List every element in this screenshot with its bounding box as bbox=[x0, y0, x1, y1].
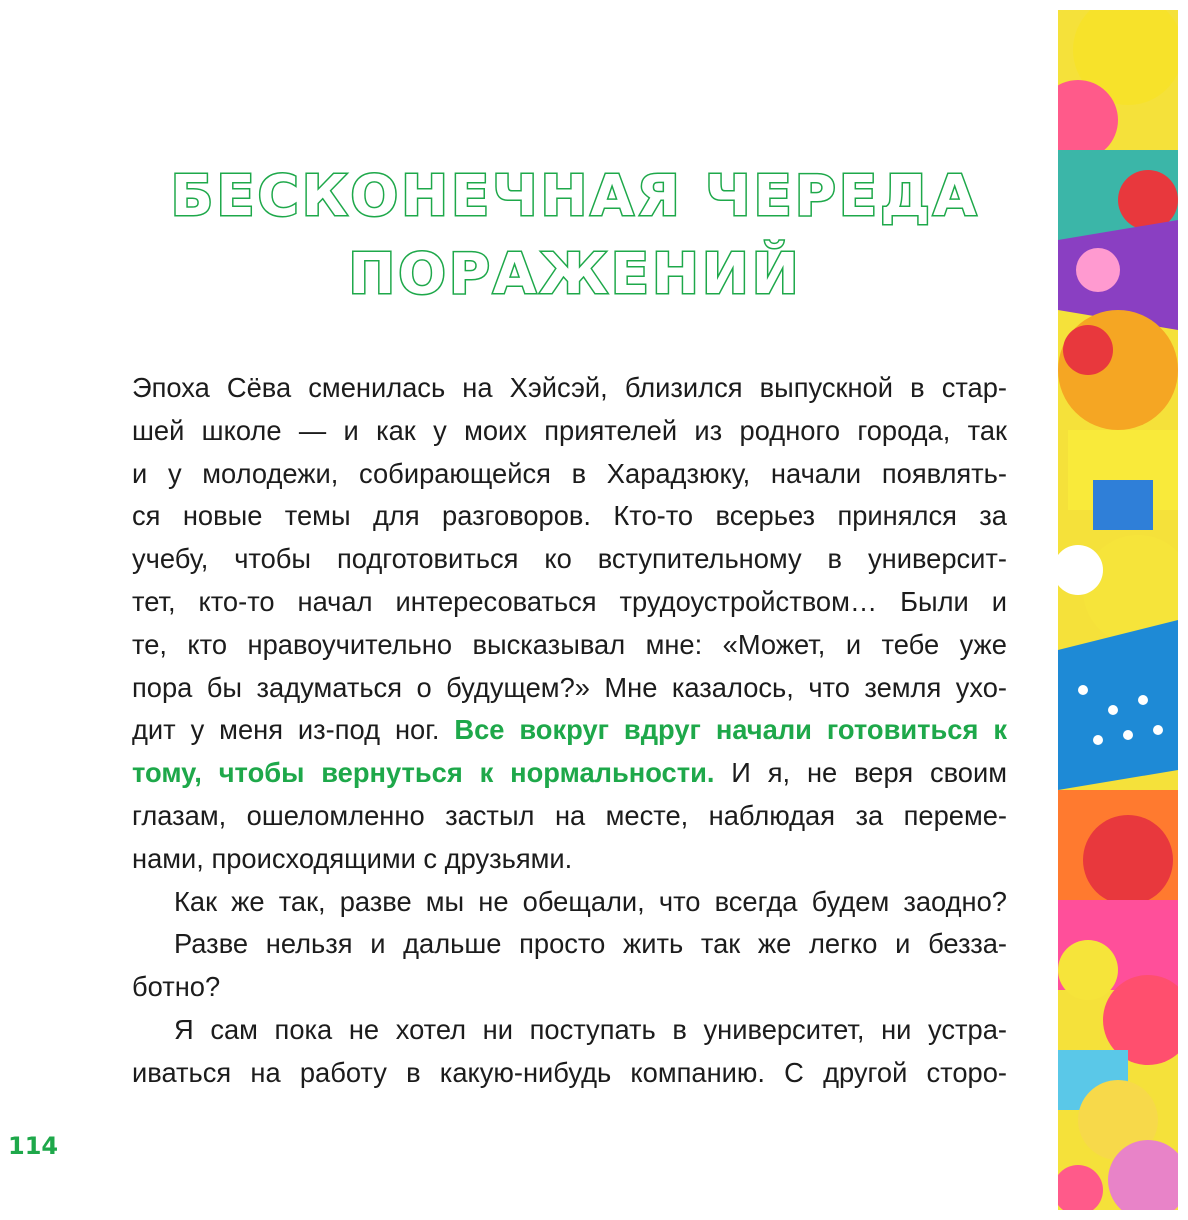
text-fragment: И я, не веря своим bbox=[714, 757, 1007, 789]
text-line: ся новые темы для разговоров. Кто-то всерьез принялся за bbox=[132, 500, 1007, 532]
text-line: Разве нельзя и дальше просто жить так же легко и безза- bbox=[174, 928, 1007, 960]
highlighted-text: тому, чтобы вернуться к нормальности. bbox=[132, 757, 715, 789]
text-line: Эпоха Сёва сменилась на Хэйсэй, близился выпускной в стар- bbox=[132, 372, 1007, 403]
text-line: шей школе — и как у моих приятелей из родного города, так bbox=[132, 414, 1007, 446]
text-line: нами, происходящими с друзьями. bbox=[132, 842, 573, 874]
text-line: ботно? bbox=[132, 971, 221, 1003]
text-line: иваться на работу в какую-нибудь компанию. С другой сторо- bbox=[132, 1056, 1007, 1088]
body-text bbox=[132, 367, 1007, 1095]
text-line: тет, кто-то начал интересоваться трудоустройством… Были и bbox=[132, 585, 1007, 617]
text-line bbox=[132, 709, 1007, 752]
text-line: Я сам пока не хотел ни поступать в университет, ни устра- bbox=[174, 1013, 1007, 1045]
text-line bbox=[132, 752, 1007, 795]
text-line: глазам, ошеломленно застыл на месте, наблюдая за переме- bbox=[132, 799, 1007, 831]
chapter-title-line-1: БЕСКОНЕЧНАЯ ЧЕРЕДА bbox=[170, 164, 980, 229]
text-line: и у молодежи, собирающейся в Харадзюку, начали появлять- bbox=[132, 457, 1007, 489]
chapter-title bbox=[110, 158, 1040, 314]
text-line: те, кто нравоучительно высказывал мне: «Может, и тебе уже bbox=[132, 628, 1007, 660]
colorful-toys-image bbox=[1058, 10, 1178, 1210]
text-fragment: дит у меня из-под ног. bbox=[132, 714, 455, 746]
text-line: пора бы задуматься о будущем?» Мне казалось, что земля ухо- bbox=[132, 671, 1007, 703]
page-number: 114 bbox=[8, 1132, 59, 1160]
text-line: учебу, чтобы подготовиться ко вступительному в университ- bbox=[132, 543, 1007, 575]
text-line: Как же так, разве мы не обещали, что всегда будем заодно? bbox=[174, 885, 1007, 917]
chapter-title-line-2: ПОРАЖЕНИЙ bbox=[348, 242, 802, 307]
highlighted-text: Все вокруг вдруг начали готовиться к bbox=[454, 714, 1007, 746]
